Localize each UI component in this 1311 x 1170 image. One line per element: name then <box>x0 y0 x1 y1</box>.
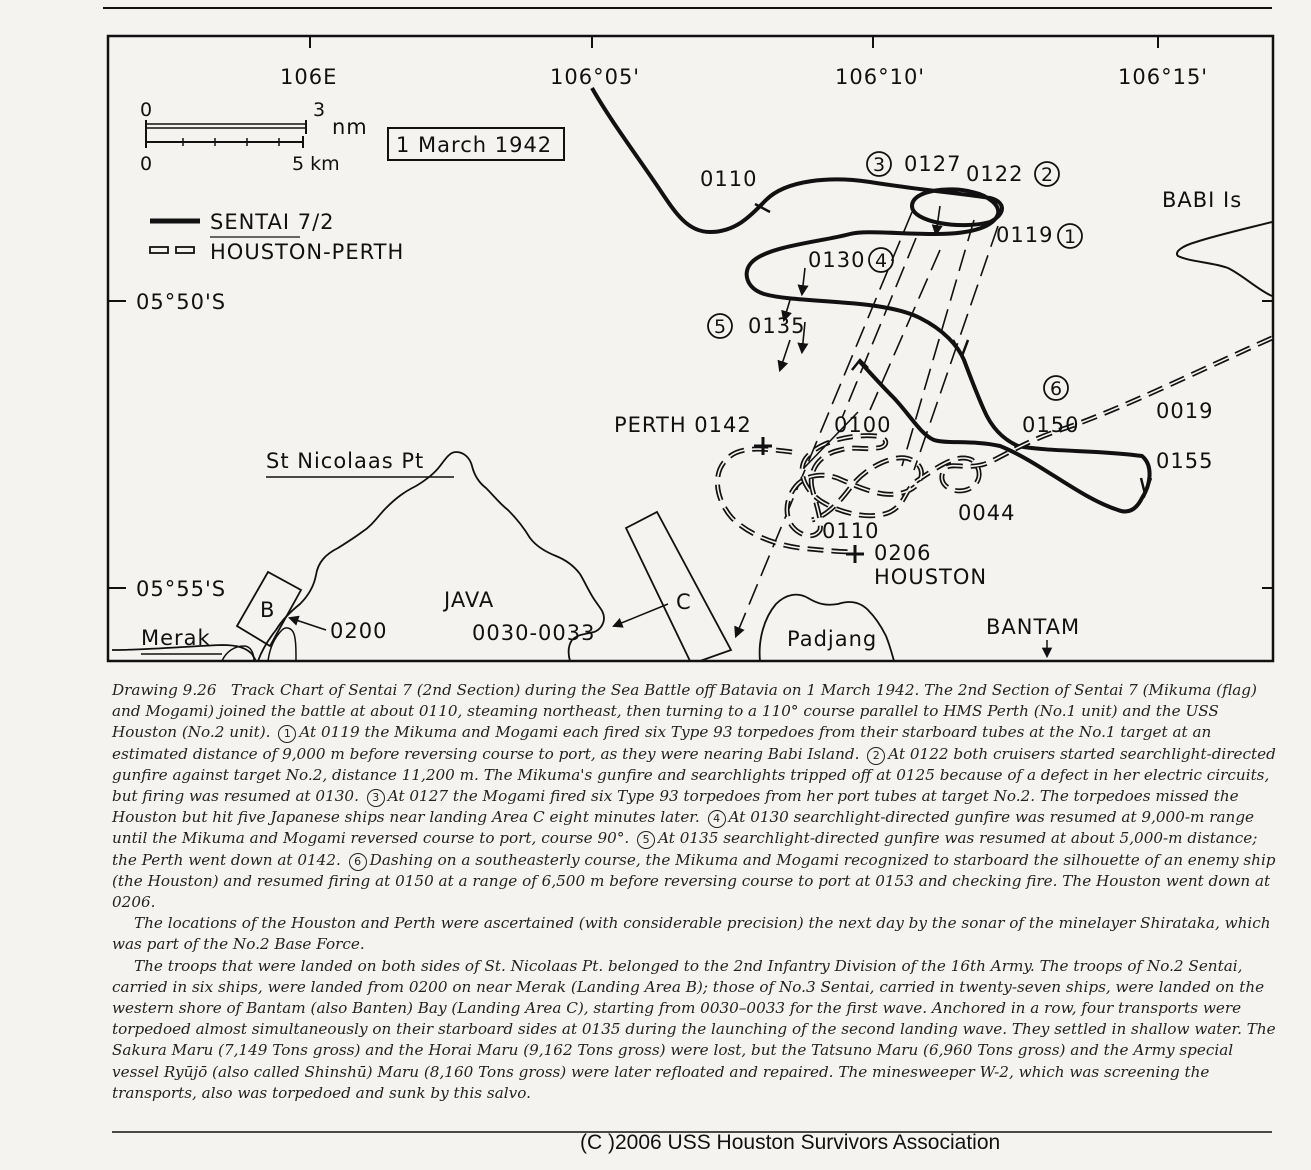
map-frame <box>108 36 1273 661</box>
scale-bar <box>140 99 368 175</box>
time-0155: 0155 <box>1156 449 1214 473</box>
caption-circle-5: 5 <box>637 831 655 849</box>
sentai-track <box>592 88 1150 512</box>
caption-circle-4: 4 <box>708 810 726 828</box>
time-0110: 0110 <box>700 167 758 191</box>
svg-text:0: 0 <box>140 153 153 175</box>
perth-label: PERTH 0142 <box>614 413 752 437</box>
gunfire-arrows <box>780 206 940 370</box>
svg-text:2: 2 <box>1041 164 1054 186</box>
svg-text:nm: nm <box>332 115 368 139</box>
svg-text:B: B <box>260 598 276 622</box>
caption-circle-2: 2 <box>867 747 885 765</box>
time-0206: 0206 <box>874 541 932 565</box>
caption-part-4: At 0127 the Mogami fired six Type 93 torpedoes from her port tubes at target No.2. The torpedoes missed the Houston but hit five Japanese ships near landing Area C eight minutes later. <box>112 787 1239 827</box>
event-circle-1 <box>1058 224 1082 248</box>
time-0044: 0044 <box>958 501 1016 525</box>
time-0130: 0130 <box>808 248 866 272</box>
event-circle-2 <box>1035 162 1059 186</box>
time-0019: 0019 <box>1156 399 1214 423</box>
svg-text:5: 5 <box>714 316 727 338</box>
caption-drawing-number: Drawing 9.26 <box>112 681 217 699</box>
caption-part-6: At 0135 searchlight-directed gunfire was resumed at about 5,000-m distance; the Perth went down at 0142. <box>112 829 1258 869</box>
caption-paragraph-2: The locations of the Houston and Perth were ascertained (with considerable precision) the next day by the sonar of the minelayer Shirataka, which was part of the No.2 Base Force. <box>112 914 1271 954</box>
caption-part-1: Track Chart of Sentai 7 (2nd Section) during the Sea Battle off Batavia on 1 March 1942. The 2nd Section of Sentai 7 (Mikuma (flag) and Mogami) joined the battle at about 0110, steaming northeast, then turning to a 110° course parallel to HMS Perth (No.1 unit) and the USS Houston (No.2 unit). <box>112 681 1257 742</box>
babi-label: BABI Is <box>1162 188 1243 212</box>
latitude-05-55: 05°55'S <box>136 577 227 601</box>
time-0150: 0150 <box>1022 413 1080 437</box>
bantam-label: BANTAM <box>986 615 1081 639</box>
svg-text:6: 6 <box>1050 378 1063 400</box>
legend <box>150 210 404 264</box>
event-circle-6 <box>1044 376 1068 400</box>
arrow-area-c <box>614 604 668 626</box>
svg-text:4: 4 <box>875 250 888 272</box>
stnicolaas-label: St Nicolaas Pt <box>266 449 425 473</box>
svg-text:5 km: 5 km <box>292 153 340 175</box>
java-label: JAVA <box>444 588 495 612</box>
svg-text:0: 0 <box>140 99 153 121</box>
caption-paragraph-3: The troops that were landed on both sides of St. Nicolaas Pt. belonged to the 2nd Infantry Division of the 16th Army. The troops of No.2 Sentai, carried in six ships, were landed from 0200 on near Merak (Landing Area B); those of No.3 Sentai, carried in twenty-seven ships, were landed on the western shore of Bantam (also Banten) Bay (Landing Area C), starting from 0030–0033 for the first wave. Anchored in a row, four transports were torpedoed almost simultaneously on their starboard sides at 0135 during the launching of the second landing wave. They settled in shallow water. The Sakura Maru (7,149 Tons gross) and the Horai Maru (9,162 Tons gross) were lost, but the Tatsuno Maru (6,960 Tons gross) and the Army special vessel Ryūjō (also called Shinshū) Maru (8,160 Tons gross) were later refloated and repaired. The minesweeper W-2, which was screening the transports, also was torpedoed and sunk by this salvo. <box>112 956 1276 1102</box>
caption-circle-6: 6 <box>349 853 367 871</box>
longitude-106-15: 106°15' <box>1118 65 1209 89</box>
copyright-notice: (C )2006 USS Houston Survivors Association <box>580 1131 1001 1154</box>
houston-label: HOUSTON <box>874 565 988 589</box>
svg-text:3: 3 <box>313 99 326 121</box>
landing-area-b <box>237 572 301 646</box>
latitude-05-50: 05°50'S <box>136 290 227 314</box>
svg-text:HOUSTON-PERTH: HOUSTON-PERTH <box>210 240 405 264</box>
time-0119: 0119 <box>996 223 1054 247</box>
time-0030-0033: 0030-0033 <box>472 621 596 645</box>
point-coast-detail <box>268 628 296 661</box>
longitude-106-10: 106°10' <box>835 65 926 89</box>
landing-area-c <box>626 512 731 661</box>
perth-sink-cross <box>754 437 772 455</box>
caption-part-2: At 0119 the Mikuma and Mogami each fired six Type 93 torpedoes from their starboard tubes at the No.1 target at an estimated distance of 9,000 m before reversing course to port, as they were nearing Babi Island. <box>112 723 1212 763</box>
svg-text:C: C <box>676 590 692 614</box>
event-circle-5 <box>708 314 732 338</box>
graticule-ticks <box>108 36 1273 588</box>
date-label: 1 March 1942 <box>396 133 553 157</box>
time-0127: 0127 <box>904 152 962 176</box>
svg-text:1: 1 <box>1064 226 1077 248</box>
caption-circle-3: 3 <box>367 789 385 807</box>
arrow-0200 <box>290 618 326 630</box>
event-circle-3 <box>867 152 891 176</box>
padjang-label: Padjang <box>787 627 878 651</box>
time-0100: 0100 <box>834 413 892 437</box>
caption-part-7: Dashing on a southeasterly course, the Mikuma and Mogami recognized to starboard the silhouette of an enemy ship (the Houston) and resumed firing at 0150 at a range of 6,500 m before reversing course to port at 0153 and checking fire. The Houston went down at 0206. <box>112 850 1276 912</box>
time-0135: 0135 <box>748 314 806 338</box>
caption-part-3: At 0122 both cruisers started searchlight-directed gunfire against target No.2, distance 11,200 m. The Mikuma's gunfire and searchlights tripped off at 0125 because of a defect in her electric circuits, but firing was resumed at 0130. <box>112 744 1276 806</box>
drawing-caption <box>112 680 1282 1104</box>
houston-sink-cross <box>846 545 864 563</box>
event-circle-4 <box>869 248 893 272</box>
caption-part-5: At 0130 searchlight-directed gunfire was resumed at 9,000-m range until the Mikuma and Mogami reversed course to port, course 90°. <box>112 808 1255 848</box>
merak-label: Merak <box>141 626 211 650</box>
time-0110-b: 0110 <box>822 519 880 543</box>
svg-text:3: 3 <box>873 154 886 176</box>
time-0122: 0122 <box>966 162 1024 186</box>
merak-coast-detail <box>222 646 254 661</box>
time-0200: 0200 <box>330 619 388 643</box>
svg-text:SENTAI 7/2: SENTAI 7/2 <box>210 210 335 234</box>
babi-island <box>1177 222 1272 296</box>
longitude-106-05: 106°05' <box>550 65 641 89</box>
caption-circle-1: 1 <box>278 725 296 743</box>
longitude-106e: 106E <box>280 65 338 89</box>
